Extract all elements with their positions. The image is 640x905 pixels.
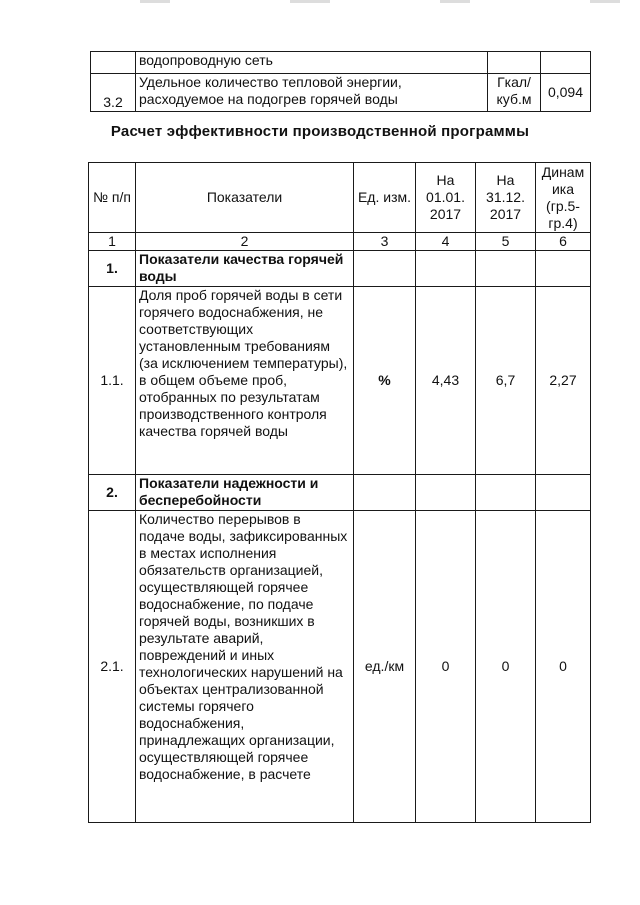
header-name: Показатели	[136, 163, 354, 233]
column-number: 4	[416, 233, 476, 251]
row-number: 1.	[89, 251, 136, 287]
end-value: 6,7	[476, 287, 536, 475]
efficiency-table	[88, 162, 591, 823]
unit-cell	[354, 475, 416, 511]
header-end: На 31.12. 2017	[476, 163, 536, 233]
indicator-name: Показатели качества горячей воды	[136, 251, 354, 287]
indicator-name: Доля проб горячей воды в сети горячего водоснабжения, не соответствующих установленным требованиям (за исключением температуры), в общем объеме проб, отобранных по результатам производственного контроля качества горячей воды	[136, 287, 354, 475]
row-number: 2.	[89, 475, 136, 511]
table-row	[91, 74, 591, 112]
table-row	[89, 287, 591, 475]
scan-artifact	[140, 0, 170, 3]
header-row	[89, 163, 591, 233]
section-row	[89, 475, 591, 511]
indicator-name: Показатели надежности и бесперебойности	[136, 475, 354, 511]
section-row	[89, 251, 591, 287]
row-number: 1.1.	[89, 287, 136, 475]
scan-artifact	[290, 0, 330, 3]
continuation-table	[90, 51, 591, 112]
end-value: 0	[476, 511, 536, 823]
column-number: 6	[536, 233, 591, 251]
end-value	[476, 475, 536, 511]
unit-cell: %	[354, 287, 416, 475]
value-cell	[541, 52, 591, 74]
table-row	[89, 511, 591, 823]
value-cell: 0,094	[541, 74, 591, 112]
end-value	[476, 251, 536, 287]
indicator-name: Количество перерывов в подаче воды, зафиксированных в местах исполнения обязательств организацией, осуществляющей горячее водоснабжение, по подаче горячей воды, возникших в результате аварий, повреждений и иных технологических нарушений на объектах централизованной системы горячего водоснабжения, принадлежащих организации, осуществляющей горячее водоснабжение, в расчете	[136, 511, 354, 823]
scan-artifact	[440, 0, 470, 3]
header-unit: Ед. изм.	[354, 163, 416, 233]
row-number	[91, 52, 136, 74]
section-title: Расчет эффективности производственной программы	[110, 123, 530, 140]
dynamic-value	[536, 475, 591, 511]
start-value	[416, 475, 476, 511]
unit-cell: Гкал/ куб.м	[488, 74, 541, 112]
unit-cell	[488, 52, 541, 74]
header-num: № п/п	[89, 163, 136, 233]
unit-cell: ед./км	[354, 511, 416, 823]
table-row	[91, 52, 591, 74]
column-number-row	[89, 233, 591, 251]
start-value	[416, 251, 476, 287]
dynamic-value	[536, 251, 591, 287]
column-number: 3	[354, 233, 416, 251]
row-number: 2.1.	[89, 511, 136, 823]
dynamic-value: 0	[536, 511, 591, 823]
unit-cell	[354, 251, 416, 287]
start-value: 0	[416, 511, 476, 823]
scan-artifact	[590, 0, 620, 3]
start-value: 4,43	[416, 287, 476, 475]
indicator-name: водопроводную сеть	[136, 52, 488, 74]
header-start: На 01.01. 2017	[416, 163, 476, 233]
column-number: 1	[89, 233, 136, 251]
column-number: 5	[476, 233, 536, 251]
header-dynamic: Динам ика (гр.5- гр.4)	[536, 163, 591, 233]
column-number: 2	[136, 233, 354, 251]
dynamic-value: 2,27	[536, 287, 591, 475]
indicator-name: Удельное количество тепловой энергии, расходуемое на подогрев горячей воды	[136, 74, 488, 112]
row-number: 3.2	[91, 74, 136, 112]
